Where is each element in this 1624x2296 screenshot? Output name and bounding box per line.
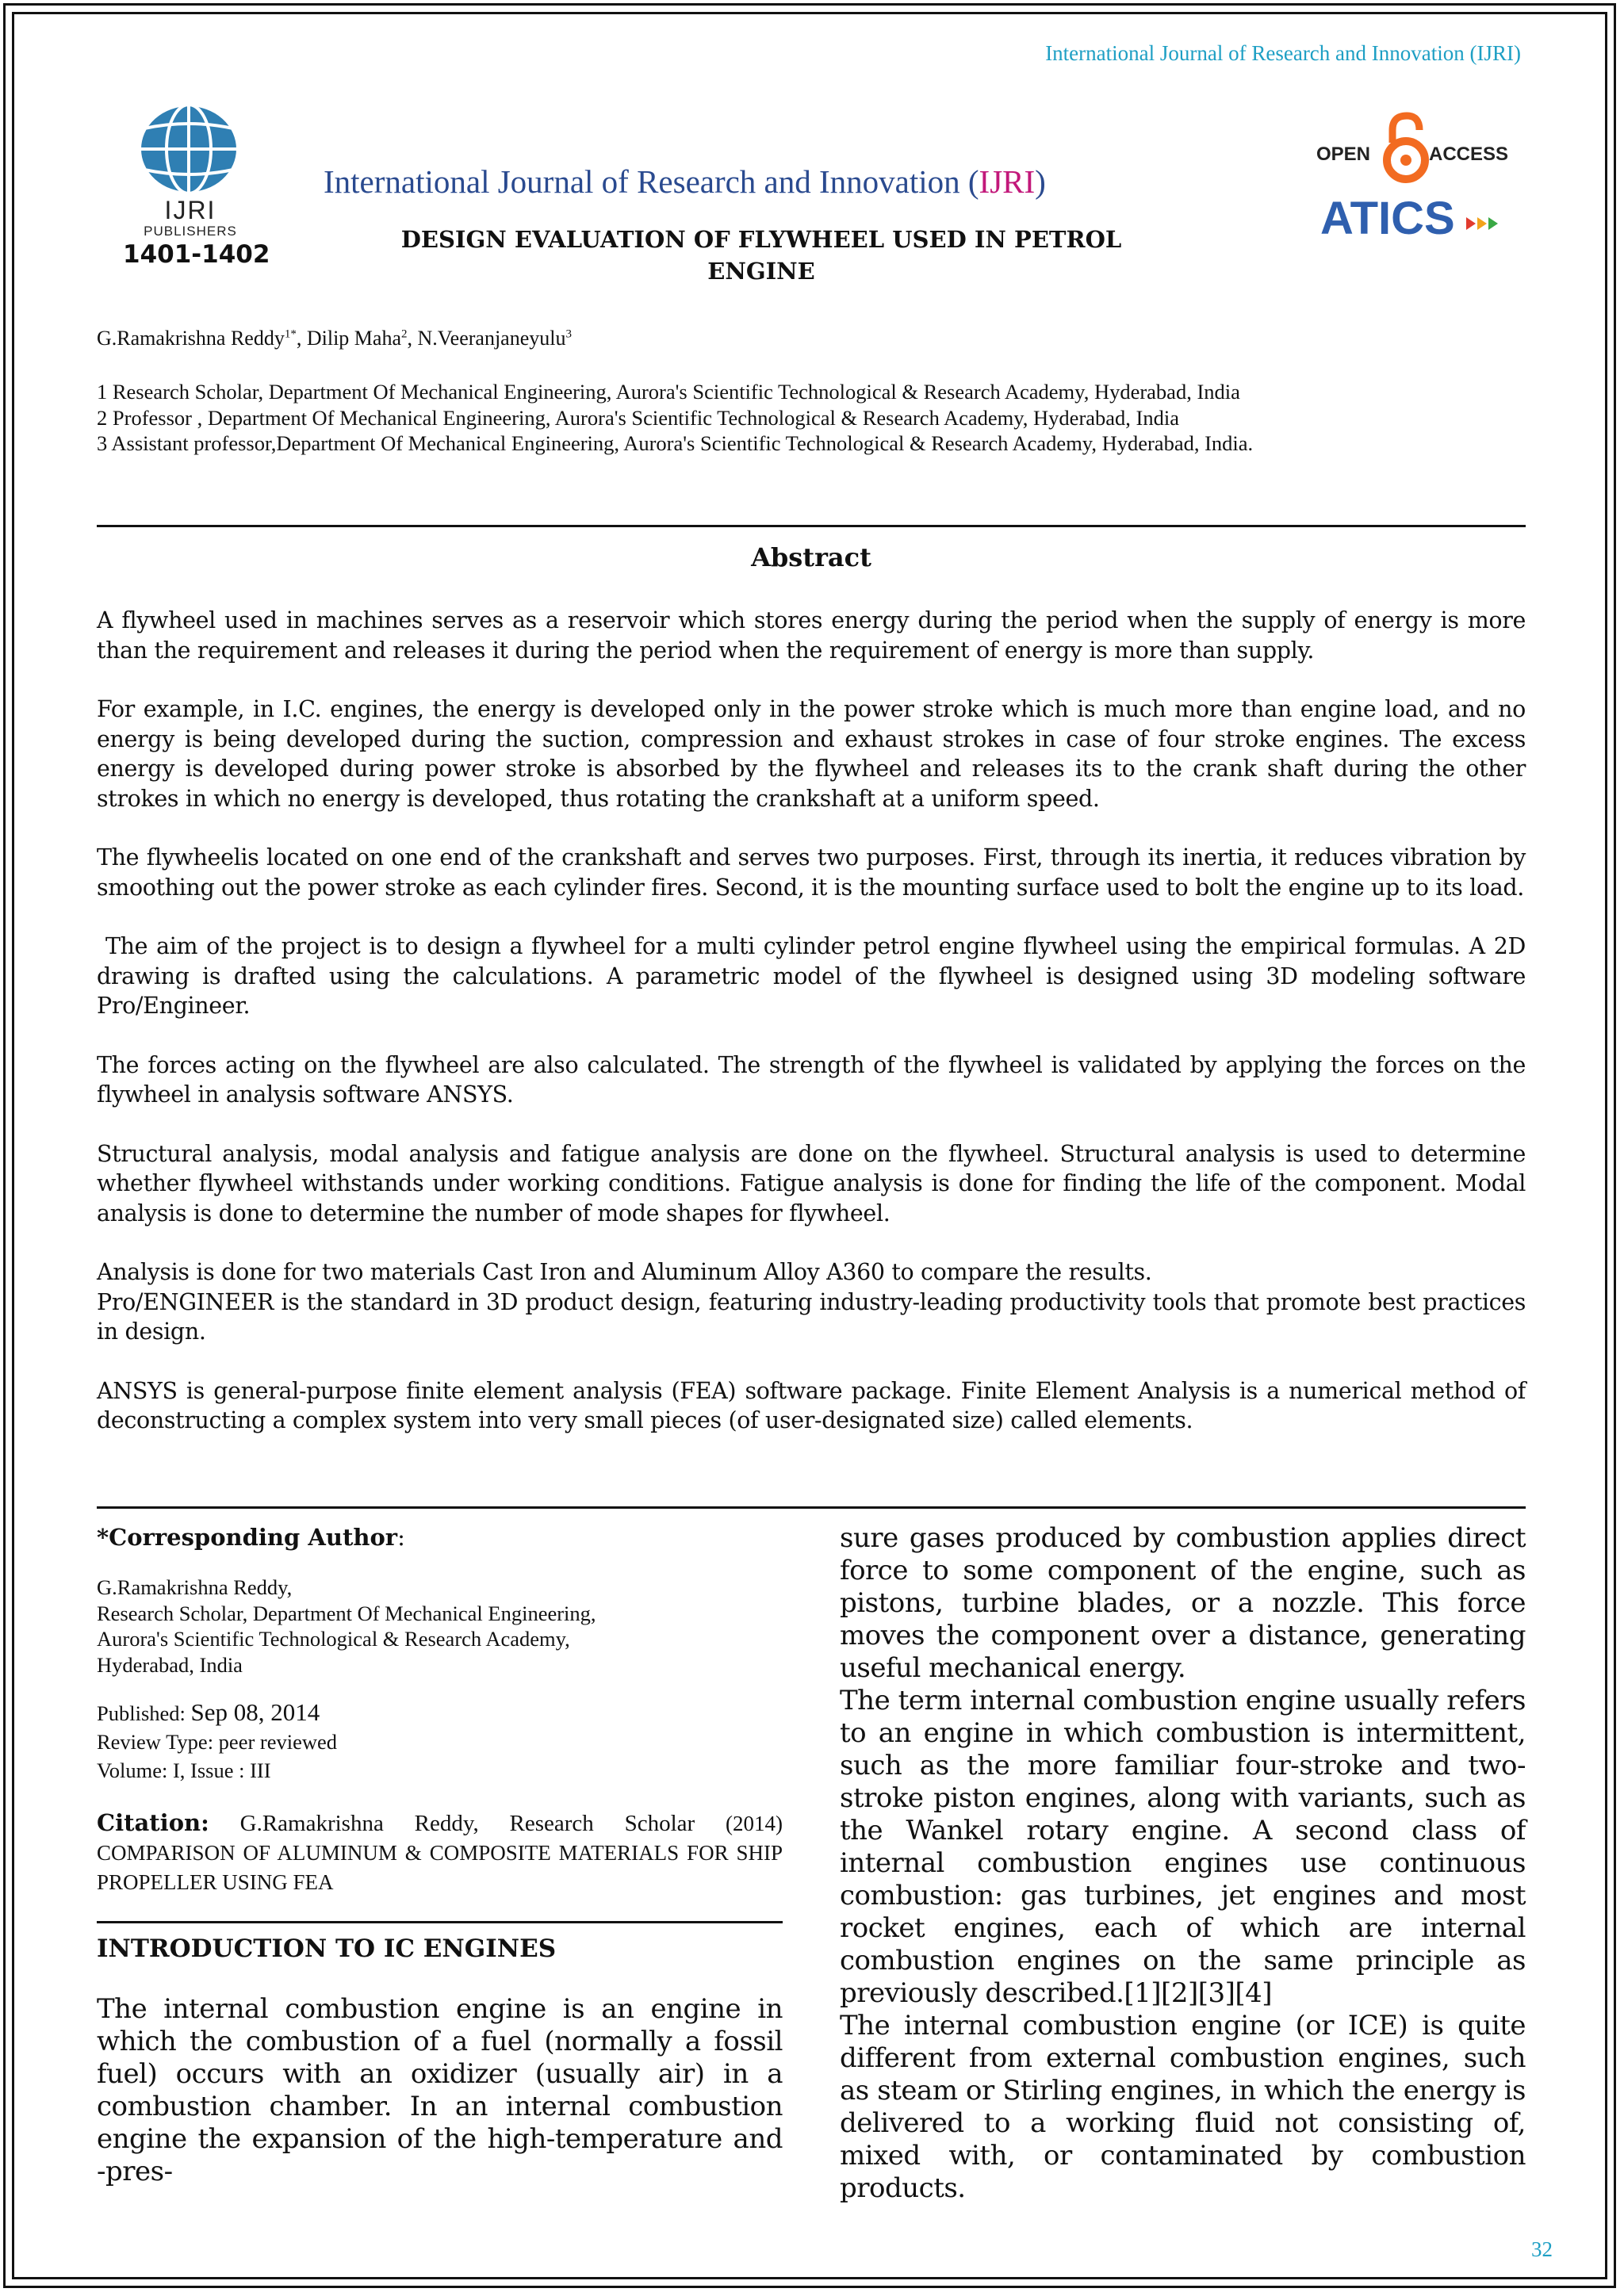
divider-top bbox=[97, 525, 1526, 527]
author-2: Dilip Maha bbox=[306, 327, 401, 350]
corresponding-author-title bbox=[97, 1524, 783, 1551]
affiliations bbox=[97, 379, 1526, 457]
author-list: G.Ramakrishna Reddy$^{1*}$, Dilip Maha$^2$, N.Veeranjaneyulu$^3$ bbox=[97, 327, 572, 350]
citation-label: Citation: bbox=[97, 1809, 209, 1836]
corresponding-name: G.Ramakrishna Reddy, bbox=[97, 1575, 293, 1599]
publisher-logo bbox=[103, 197, 278, 239]
body-paragraph: The internal combustion engine (or ICE) is quite different from external combustion engines, such as steam or Stirling engines, in which the energy is delivered to a working fluid not consisting of, mixed with, or contaminated by combustion products. bbox=[840, 2010, 1526, 2204]
corresponding-line: Aurora's Scientific Technological & Research Academy, bbox=[97, 1627, 570, 1651]
logo-publishers: PUBLISHERS bbox=[144, 224, 237, 239]
open-access-logo bbox=[1313, 111, 1509, 187]
open-access-lock-icon bbox=[1387, 116, 1425, 179]
logo-ijri: IJRI bbox=[164, 196, 216, 224]
affiliation-2: 2 Professor , Department Of Mechanical Engineering, Aurora's Scientific Technological & Research Academy, Hyderabad, India bbox=[97, 405, 1179, 430]
intro-paragraph: The internal combustion engine is an engine in which the combustion of a fuel (normally a fossil fuel) occurs with an oxidizer (usually air) in a combustion chamber. In an internal combustion engine the expansion of the high-temperature and -pres- bbox=[97, 1993, 783, 2187]
journal-title-close: ) bbox=[1035, 163, 1046, 200]
author-1-affil: 1* bbox=[284, 327, 297, 341]
published-label: Published: bbox=[97, 1701, 191, 1725]
right-column bbox=[840, 1522, 1526, 2205]
citation-authors: G.Ramakrishna Reddy, Research Scholar bbox=[209, 1811, 695, 1836]
corresponding-author-colon: : bbox=[397, 1524, 405, 1551]
abstract-paragraph: The flywheelis located on one end of the crankshaft and serves two purposes. First, through its inertia, it reduces vibration by smoothing out the power stroke as each cylinder fires. Second, it is the mounting surface used to bolt the engine up to its load. bbox=[97, 844, 1526, 901]
corresponding-line: Research Scholar, Department Of Mechanical Engineering, bbox=[97, 1601, 596, 1625]
author-1: G.Ramakrishna Reddy bbox=[97, 327, 285, 350]
abstract-paragraph: Pro/ENGINEER is the standard in 3D product design, featuring industry-leading productivity tools that promote best practices in design. bbox=[97, 1288, 1526, 1345]
abstract-paragraph: The aim of the project is to design a flywheel for a multi cylinder petrol engine flywheel using the empirical formulas. A 2D drawing is drafted using the calculations. A parametric model of the flywheel is designed using 3D modeling software Pro/Engineer. bbox=[97, 933, 1533, 1019]
volume-issue: Volume: I, Issue : III bbox=[97, 1758, 271, 1782]
published-date: Sep 08, 2014 bbox=[190, 1698, 320, 1726]
section-heading: INTRODUCTION TO IC ENGINES bbox=[97, 1934, 557, 1963]
review-type: Review Type: peer reviewed bbox=[97, 1730, 338, 1754]
abstract-paragraph: The forces acting on the flywheel are also calculated. The strength of the flywheel is validated by applying the forces on the flywheel in analysis software ANSYS. bbox=[97, 1051, 1526, 1108]
journal-title-main: International Journal of Research and Innovation ( bbox=[324, 163, 979, 200]
journal-abbr: IJRI bbox=[979, 163, 1036, 200]
citation-title: (2014) COMPARISON OF ALUMINUM & COMPOSITE MATERIALS FOR SHIP PROPELLER USING FEA bbox=[97, 1812, 783, 1894]
atics-text: ATICS bbox=[1320, 193, 1455, 244]
author-2-affil: 2 bbox=[401, 327, 408, 341]
intro-divider bbox=[97, 1921, 783, 1923]
left-column bbox=[97, 1524, 783, 2188]
published-line bbox=[97, 1698, 783, 1728]
globe-icon bbox=[133, 101, 244, 200]
abstract-paragraph: Structural analysis, modal analysis and fatigue analysis are done on the flywheel. Structural analysis is used to determine whether flywheel withstands under working conditions. Fatigue analysis is done for finding the life of the component. Modal analysis is done to determine the number of mode shapes for flywheel. bbox=[97, 1140, 1526, 1226]
body-paragraph: The term internal combustion engine usually refers to an engine in which combustion is intermittent, such as the more familiar four-stroke and two-stroke piston engines, along with variants, such as the Wankel rotary engine. A second class of internal combustion engines use continuous combustion: gas turbines, jet engines and most rocket engines, each of which are internal combustion engines on the same principle as previously described.[1][2][3][4] bbox=[840, 1685, 1526, 2009]
running-head: International Journal of Research and Innovation (IJRI) bbox=[1045, 41, 1521, 65]
page-number: 32 bbox=[1531, 2237, 1553, 2261]
abstract-paragraph: ANSYS is general-purpose finite element analysis (FEA) software package. Finite Element Analysis is a numerical method of deconstructing a complex system into very small pieces (of user-designated size) called elements. bbox=[97, 1377, 1526, 1433]
author-3-affil: 3 bbox=[565, 327, 572, 341]
open-access-right-text: ACCESS bbox=[1429, 144, 1509, 165]
affiliation-3: 3 Assistant professor,Department Of Mechanical Engineering, Aurora's Scientific Technological & Research Academy, Hyderabad, India. bbox=[97, 431, 1254, 455]
paper-title: DESIGN EVALUATION OF FLYWHEEL USED IN PETROL ENGINE bbox=[400, 226, 1122, 285]
abstract-paragraph: Analysis is done for two materials Cast Iron and Aluminum Alloy A360 to compare the results. bbox=[97, 1259, 1152, 1285]
issn: 1401-1402 bbox=[123, 240, 270, 269]
author-3: N.Veeranjaneyulu bbox=[417, 327, 566, 350]
atics-logo bbox=[1320, 190, 1511, 249]
abstract-title: Abstract bbox=[751, 542, 871, 572]
citation bbox=[97, 1808, 783, 1897]
publication-meta bbox=[97, 1698, 783, 1785]
affiliation-1: 1 Research Scholar, Department Of Mechanical Engineering, Aurora's Scientific Technological & Research Academy, Hyderabad, India bbox=[97, 380, 1240, 404]
atics-arrows-icon bbox=[1466, 217, 1498, 230]
journal-title bbox=[324, 163, 1046, 201]
abstract-paragraph: For example, in I.C. engines, the energy is developed only in the power stroke which is much more than engine load, and no energy is being developed during the suction, compression and exhaust strokes in case of four stroke engines. The excess energy is developed during power stroke is absorbed by the flywheel and releases its to the crank shaft during the other strokes in which no energy is developed, thus rotating the crankshaft at a uniform speed. bbox=[97, 696, 1526, 812]
abstract bbox=[97, 606, 1533, 1465]
corresponding-author-details bbox=[97, 1575, 783, 1678]
corresponding-line: Hyderabad, India bbox=[97, 1652, 243, 1677]
open-access-left-text: OPEN bbox=[1316, 144, 1371, 165]
body-paragraph: sure gases produced by combustion applies direct force to some component of the engine, such as pistons, turbine blades, or a nozzle. This force moves the component over a distance, generating useful mechanical energy. bbox=[840, 1522, 1526, 1684]
corresponding-author-label: *Corresponding Author bbox=[97, 1524, 398, 1551]
divider-bottom bbox=[97, 1506, 1526, 1509]
abstract-paragraph: A flywheel used in machines serves as a reservoir which stores energy during the period when the supply of energy is more than the requirement and releases it during the period when the requirement of energy is more than supply. bbox=[97, 607, 1526, 664]
